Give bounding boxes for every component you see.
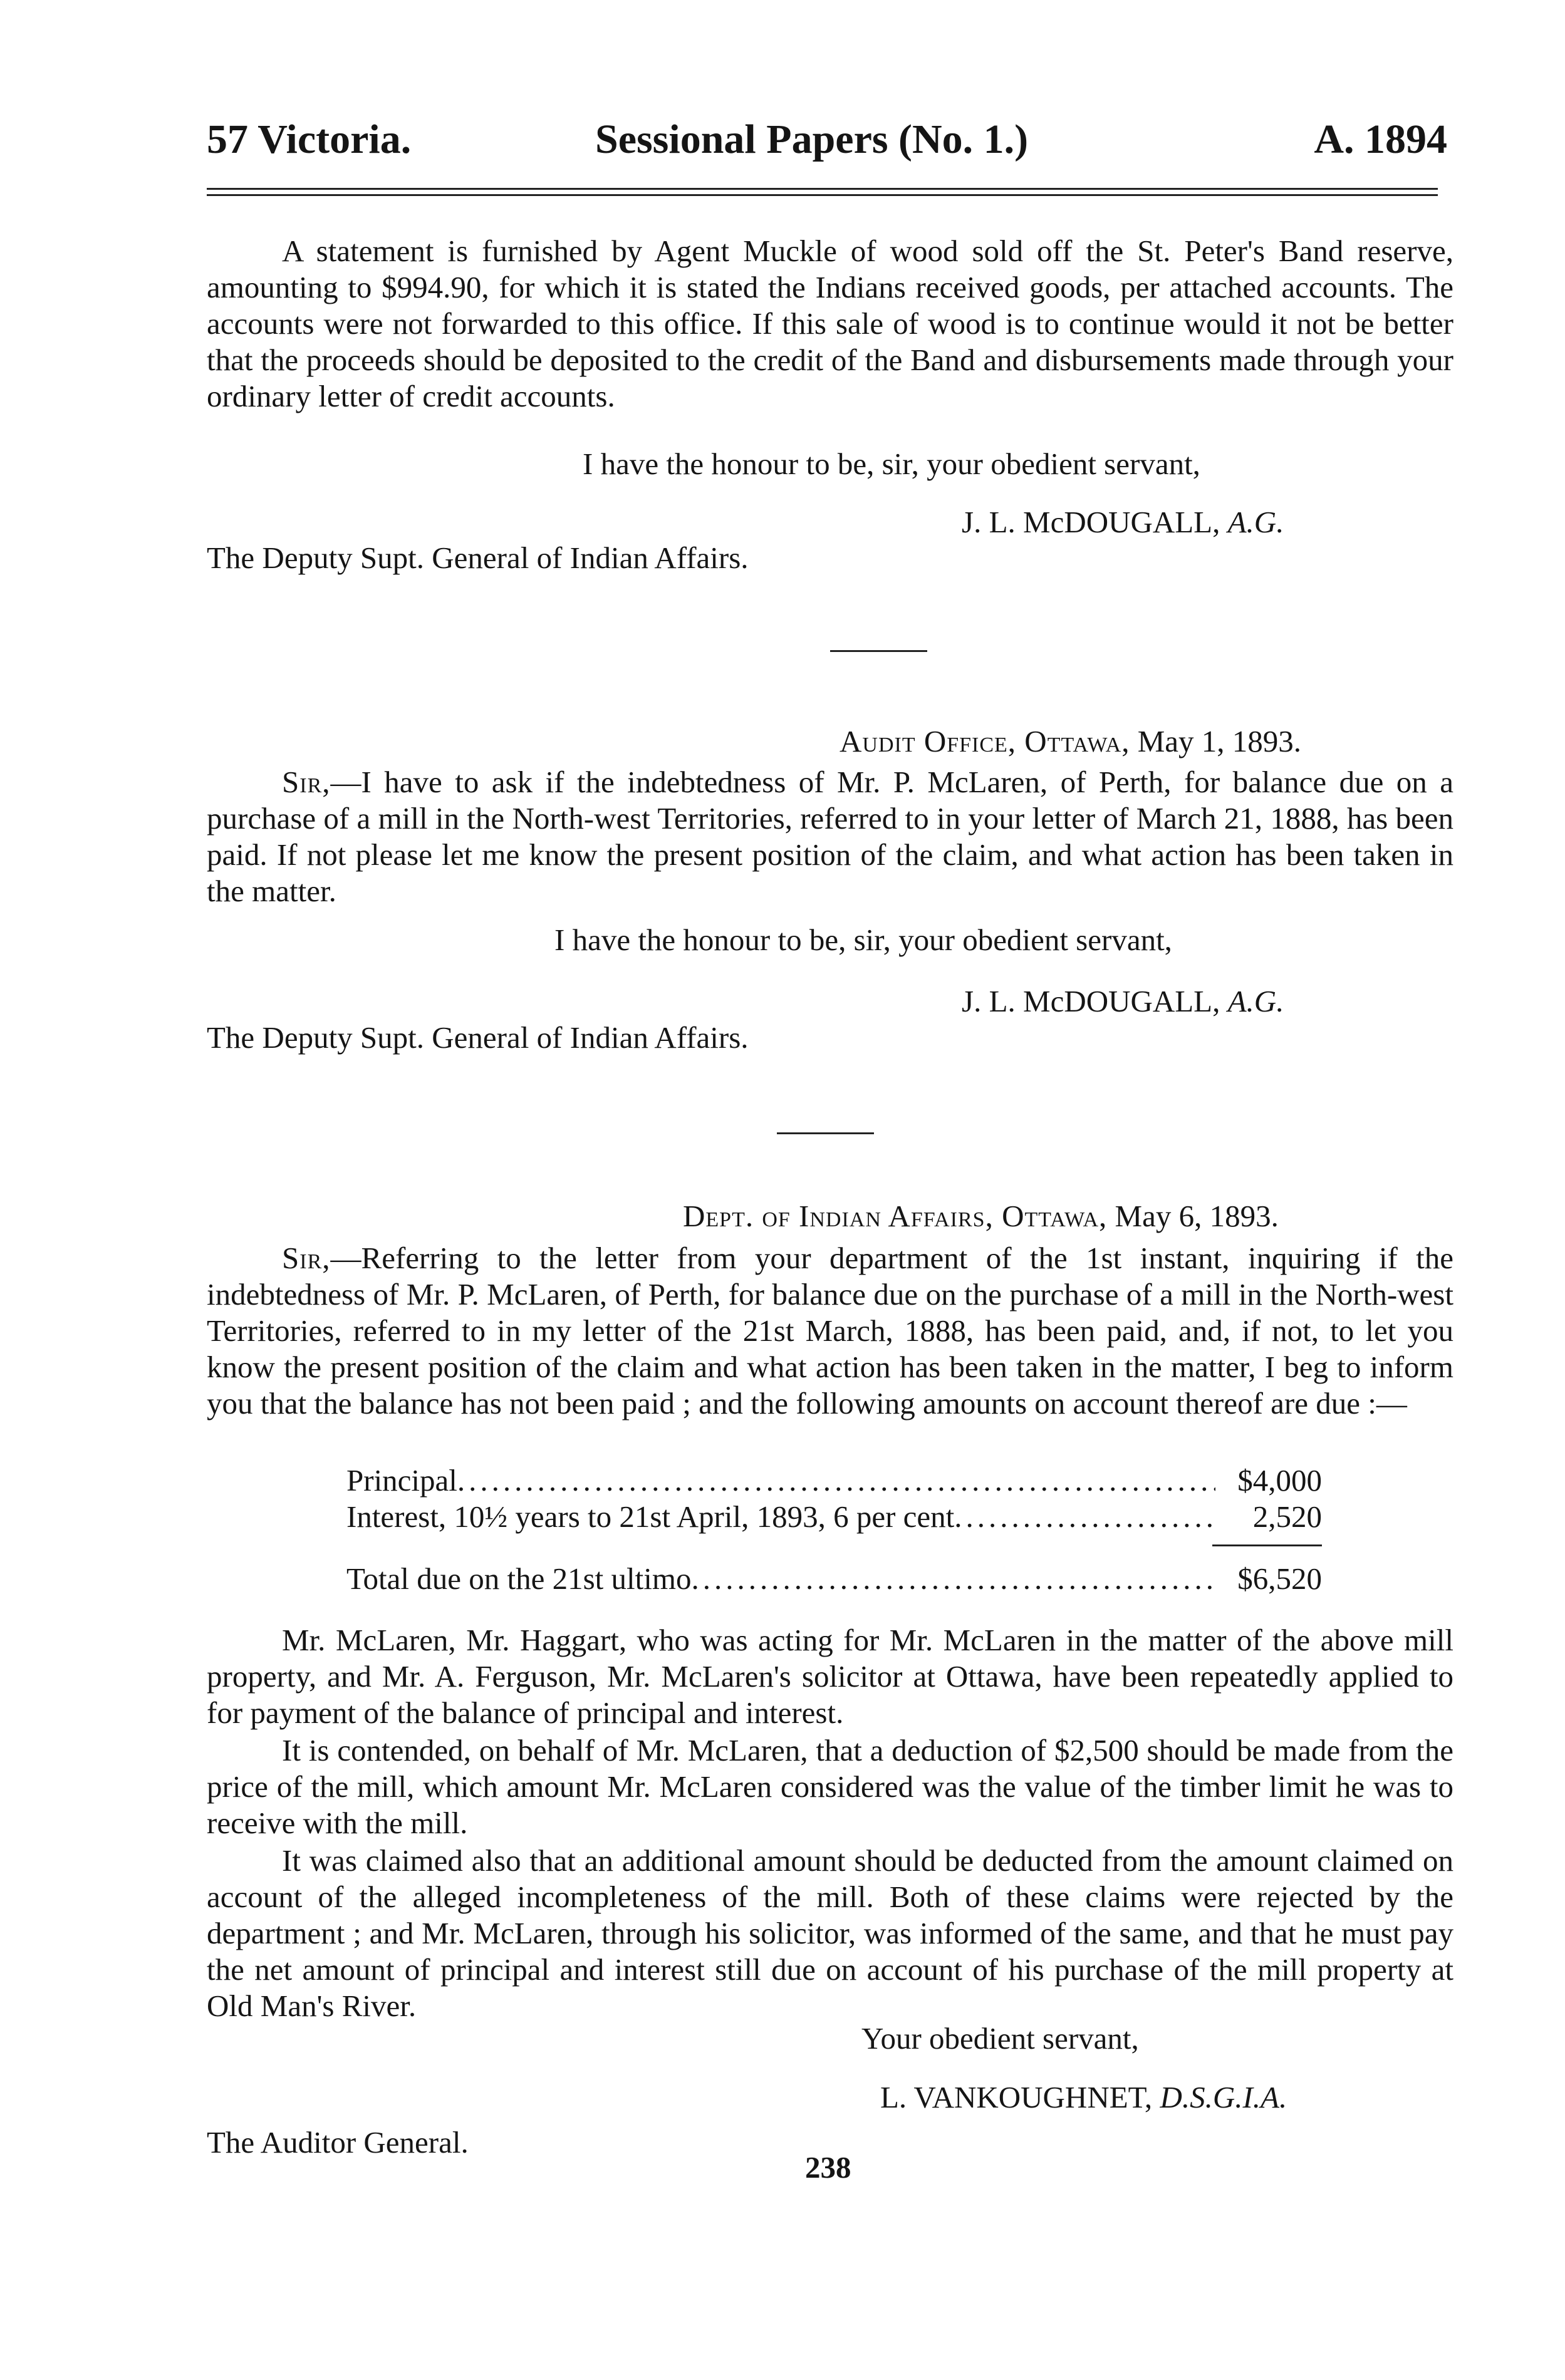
signature-name: L. VANKOUGHNET, <box>880 2080 1153 2114</box>
letter3-closing: Your obedient servant, <box>861 2021 1139 2056</box>
letter2-closing: I have the honour to be, sir, your obedient servant, <box>554 923 1172 957</box>
letter3-para1: Mr. McLaren, Mr. Haggart, who was acting for Mr. McLaren in the matter of the above mill property, and Mr. A. Ferguson, Mr. McLaren's solicitor at Ottawa, have been repeatedly applied to for payment of the balance of principal and interest. <box>207 1623 1453 1730</box>
salutation: Sir, <box>282 765 331 799</box>
letter2-signature <box>962 983 1284 1020</box>
letter1-signature <box>962 504 1284 541</box>
total-row <box>346 1561 1322 1597</box>
letter3-body <box>207 1240 1453 1422</box>
account-label: Principal <box>346 1463 457 1498</box>
letter3-para2: It is contended, on behalf of Mr. McLaren, that a deduction of $2,500 should be made from the price of the mill, which amount Mr. McLaren considered was the value of the timber limit he was to receive with the mill. <box>207 1733 1453 1840</box>
section-divider <box>830 650 927 652</box>
account-label: Interest, 10½ years to 21st April, 1893, 6 per cent <box>346 1499 955 1534</box>
header-title: Sessional Papers (No. 1.) <box>595 116 1029 162</box>
dateline-date: May 6, 1893. <box>1115 1199 1279 1233</box>
account-value: $4,000 <box>1237 1463 1322 1498</box>
header-session: 57 Victoria. <box>207 116 412 162</box>
letter3-body-text: —Referring to the letter from your department of the 1st instant, inquiring if the indebtedness of Mr. P. McLaren, of Perth, for balance due on the purchase of a mill in the North-west Territories, referred to in my letter of the 21st March, 1888, has been paid, and, if not, to let you know the present position of the claim and what action has been taken in the matter, I beg to inform you that the balance has not been paid ; and the following amounts on account thereof are due :— <box>207 1241 1453 1420</box>
header-year: A. 1894 <box>1314 116 1447 162</box>
letter3-signature <box>880 2079 1287 2116</box>
salutation: Sir, <box>282 1241 331 1275</box>
letter2-addressee: The Deputy Supt. General of Indian Affairs. <box>207 1020 749 1055</box>
total-value: $6,520 <box>1237 1561 1322 1596</box>
signature-name: J. L. McDOUGALL, <box>962 505 1220 539</box>
account-row <box>346 1499 1322 1535</box>
signature-name: J. L. McDOUGALL, <box>962 984 1220 1018</box>
account-row <box>346 1462 1322 1499</box>
section-divider <box>777 1132 874 1134</box>
letter2-body-text: —I have to ask if the indebtedness of Mr. P. McLaren, of Perth, for balance due on a purchase of a mill in the North-west Territories, referred to in your letter of March 21, 1888, has been paid. If not please let me know the present position of the claim, and what action has been taken in the matter. <box>207 765 1453 908</box>
page-number: 238 <box>805 2150 851 2185</box>
letter3-para3: It was claimed also that an additional amount should be deducted from the amount claimed on account of the alleged incompleteness of the mill. Both of these claims were rejected by the department ; and Mr. McLaren, through his solicitor, was informed of the same, and that he must pay the net amount of principal and interest still due on account of his purchase of the mill property at Old Man's River. <box>207 1843 1453 2023</box>
total-label: Total due on the 21st ultimo <box>346 1561 692 1596</box>
signature-title: A.G. <box>1227 505 1284 539</box>
account-table <box>346 1462 1322 1535</box>
letter1-body: A statement is furnished by Agent Muckle of wood sold off the St. Peter's Band reserve, amounting to $994.90, for which it is stated the Indians received goods, per attached accounts. The accounts were not forwarded to this office. If this sale of wood is to continue would it not be better that the proceeds should be deposited to the credit of the Band and disbursements made through your ordinary letter of credit accounts. <box>207 234 1453 413</box>
leader-dots <box>954 1499 1215 1535</box>
dateline-office: Audit Office, Ottawa, <box>840 724 1130 758</box>
letter1-closing: I have the honour to be, sir, your obedient servant, <box>583 447 1200 481</box>
letter3-addressee: The Auditor General. <box>207 2125 469 2160</box>
total-rule <box>1212 1544 1322 1546</box>
leader-dots <box>691 1561 1215 1597</box>
dateline-office: Dept. of Indian Affairs, Ottawa, <box>683 1199 1108 1233</box>
letter1-addressee: The Deputy Supt. General of Indian Affairs. <box>207 541 749 575</box>
signature-title: A.G. <box>1227 984 1284 1018</box>
header-rule-bottom <box>207 194 1438 196</box>
dateline-date: May 1, 1893. <box>1137 724 1302 758</box>
letter2-body <box>207 764 1453 909</box>
running-header <box>207 116 1447 172</box>
account-value: 2,520 <box>1252 1499 1322 1534</box>
account-total <box>346 1561 1322 1597</box>
signature-title: D.S.G.I.A. <box>1160 2080 1287 2114</box>
header-rule-top <box>207 188 1438 190</box>
letter3-dateline <box>683 1198 1279 1234</box>
leader-dots <box>457 1462 1215 1499</box>
letter2-dateline <box>840 723 1301 760</box>
